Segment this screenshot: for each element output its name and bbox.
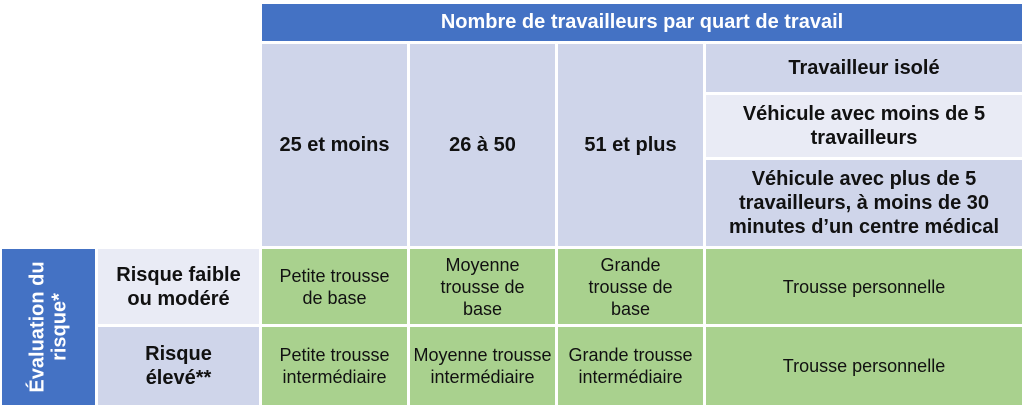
column-header-51-and-more: 51 et plus	[558, 44, 703, 246]
table-cell: Trousse personnelle	[706, 249, 1022, 324]
table-cell: Moyenne trousse de base	[410, 249, 555, 324]
row-label-low-risk: Risque faible ou modéré	[98, 249, 259, 324]
table-cell: Grande trousse intermédiaire	[558, 327, 703, 405]
risk-evaluation-group-label	[2, 249, 95, 405]
table-cell: Petite trousse de base	[262, 249, 407, 324]
table-cell: Grande trousse de base	[558, 249, 703, 324]
header-vehicle-more-than-5: Véhicule avec plus de 5 travailleurs, à moins de 30 minutes d’un centre médical	[706, 160, 1022, 246]
risk-evaluation-label-line1: Évaluation du	[26, 261, 49, 393]
table-cell: Moyenne trousse intermédiaire	[410, 327, 555, 405]
table-header-title: Nombre de travailleurs par quart de travail	[262, 4, 1022, 41]
column-header-25-and-less: 25 et moins	[262, 44, 407, 246]
header-vehicle-less-than-5: Véhicule avec moins de 5 travailleurs	[706, 95, 1022, 157]
table-cell: Trousse personnelle	[706, 327, 1022, 405]
table-cell: Petite trousse intermédiaire	[262, 327, 407, 405]
column-header-26-to-50: 26 à 50	[410, 44, 555, 246]
risk-evaluation-label-line2: risque*	[48, 293, 71, 361]
header-isolated-worker: Travailleur isolé	[706, 44, 1022, 92]
row-label-high-risk: Risque élevé**	[98, 327, 259, 405]
